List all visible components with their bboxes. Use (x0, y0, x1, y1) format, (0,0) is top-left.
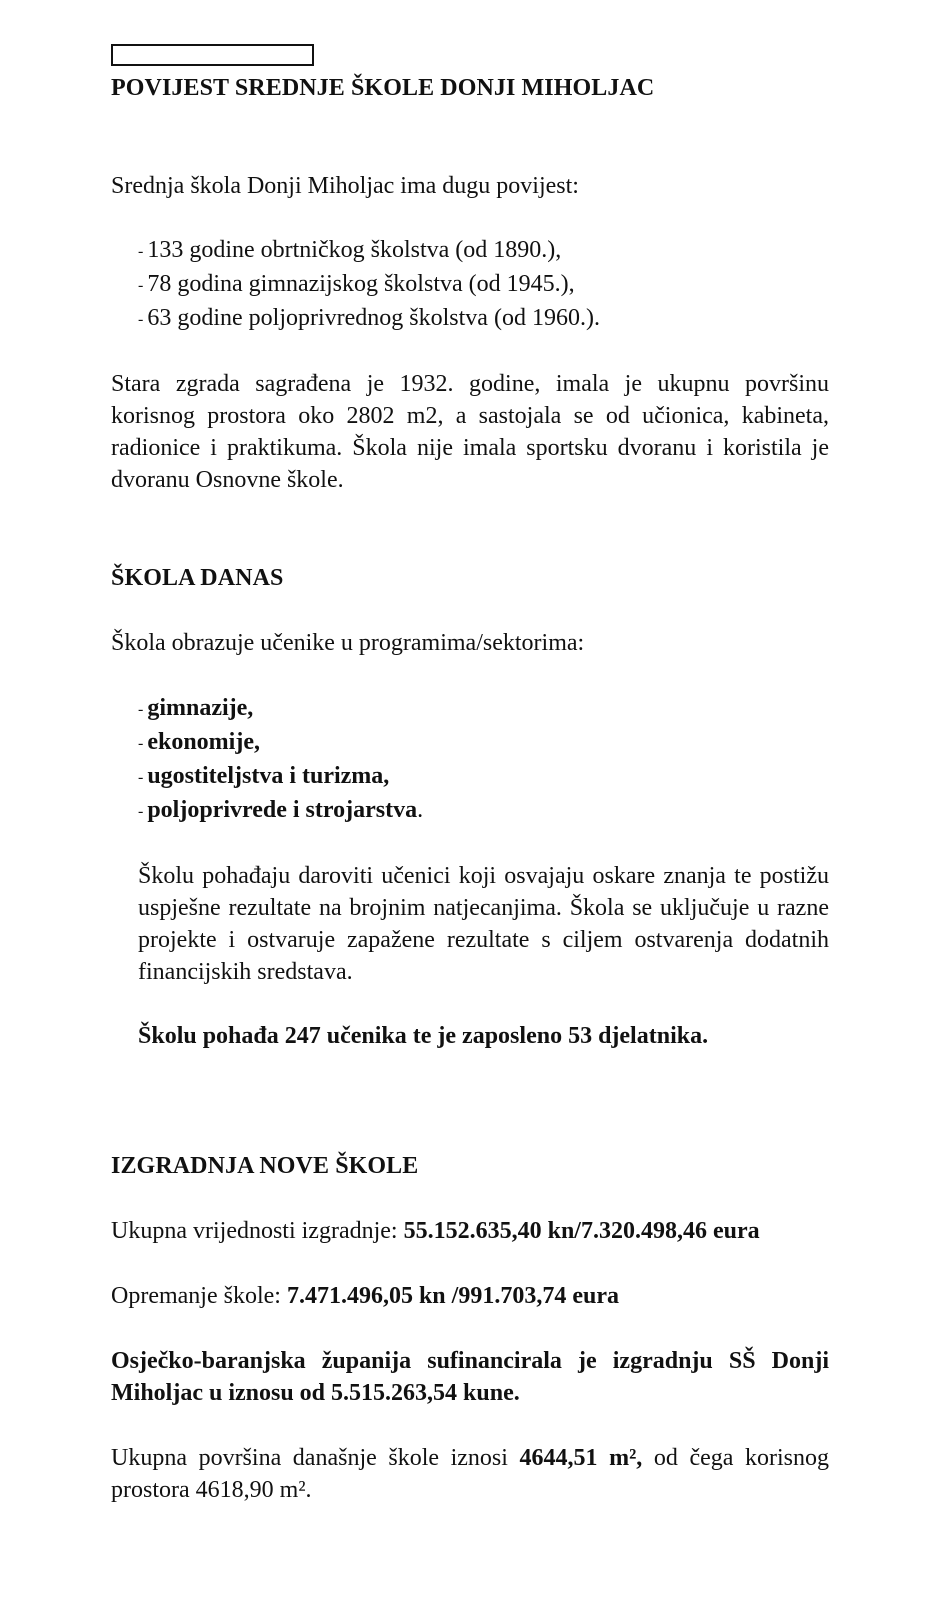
school-stats: Školu pohađa 247 učenika te je zaposleno 53 djelatnika. (138, 1023, 709, 1049)
list-item: - poljoprivrede i strojarstva. (138, 797, 424, 823)
section-heading-today: ŠKOLA DANAS (111, 565, 284, 591)
list-item: - ugostiteljstva i turizma, (138, 763, 390, 789)
list-item: - 78 godina gimnazijskog školstva (od 1945.), (138, 271, 575, 297)
list-item: - 63 godine poljoprivrednog školstva (od 1960.). (138, 305, 600, 331)
students-paragraph: Školu pohađaju daroviti učenici koji osvajaju oskare znanja te postižu uspješne rezultate na brojnim natjecanjima. Škola se uključuje u razne projekte i ostvaruje zapažene rezultate s ciljem ostvarenja dodatnih financijskih sredstava. (138, 863, 829, 985)
list-item: - gimnazije, (138, 695, 254, 721)
list-item: - 133 godine obrtničkog školstva (od 1890.), (138, 237, 562, 263)
equipment-cost: Opremanje škole: 7.471.496,05 kn /991.703,74 eura (111, 1283, 619, 1309)
page-title: POVIJEST SREDNJE ŠKOLE DONJI MIHOLJAC (111, 75, 655, 101)
history-list (111, 234, 829, 336)
programs-list (111, 692, 829, 828)
history-intro: Srednja škola Donji Miholjac ima dugu povijest: (111, 173, 579, 199)
total-cost: Ukupna vrijednosti izgradnje: 55.152.635,40 kn/7.320.498,46 eura (111, 1218, 760, 1244)
document-page (111, 44, 829, 1506)
cofinancing-paragraph: Osječko-baranjska županija sufinancirala je izgradnju SŠ Donji Miholjac u iznosu od 5.515.263,54 kune. (111, 1348, 829, 1406)
list-item: - ekonomije, (138, 729, 260, 755)
top-empty-box (111, 44, 314, 66)
area-paragraph: Ukupna površina današnje škole iznosi 4644,51 m², od čega korisnog prostora 4618,90 m². (111, 1445, 830, 1503)
section-heading-construction: IZGRADNJA NOVE ŠKOLE (111, 1153, 419, 1179)
programs-intro: Škola obrazuje učenike u programima/sektorima: (111, 630, 585, 656)
old-building-paragraph: Stara zgrada sagrađena je 1932. godine, imala je ukupnu površinu korisnog prostora oko 2802 m2, a sastojala se od učionica, kabineta, radionice i praktikuma. Škola nije imala sportsku dvoranu i koristila je dvoranu Osnovne škole. (111, 371, 829, 493)
